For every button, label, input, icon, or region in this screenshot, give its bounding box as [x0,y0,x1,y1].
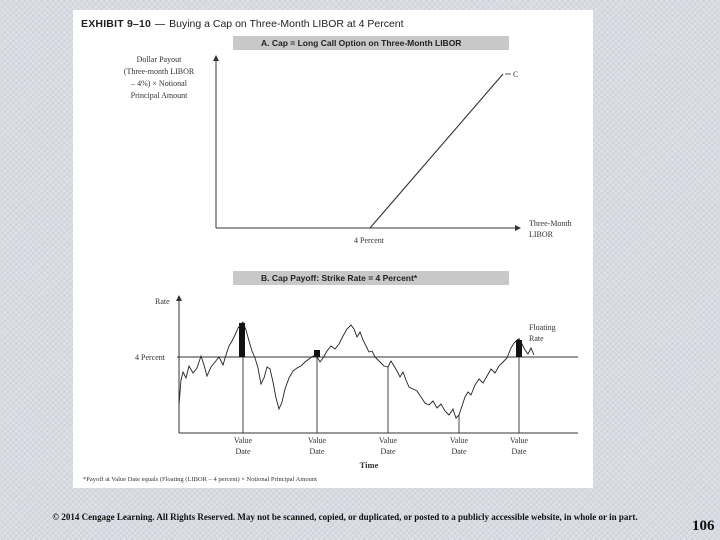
floating-rate-label-1: Floating [529,323,556,332]
panel-a [124,55,572,245]
value-date-label-2a: Value [307,436,327,445]
value-date-label-5b: Date [511,447,527,456]
value-date-label-4b: Date [451,447,467,456]
panel-a-y-label-4: Principal Amount [130,91,188,100]
panel-b [83,297,578,483]
diagram-canvas [73,10,593,488]
page-number: 106 [692,518,715,534]
exhibit-number: EXHIBIT 9–10 [81,18,152,30]
value-date-label-3b: Date [380,447,396,456]
panel-a-y-label-2: (Three-month LIBOR [123,67,195,76]
panel-a-header: A. Cap = Long Call Option on Three-Month LIBOR [233,36,509,50]
copyright-footer: © 2014 Cengage Learning. All Rights Reserved. May not be scanned, copied, or duplicated, or posted to a publicly accessible website, in whole or in part. [52,512,638,522]
panel-a-x-label-1: Three-Month [529,219,572,228]
panel-a-y-label-1: Dollar Payout [136,55,182,64]
value-date-label-4a: Value [449,436,469,445]
panel-a-y-label-3: – 4%) × Notional [131,79,187,88]
payoff-bar-2 [314,350,320,357]
value-date-label-5a: Value [509,436,529,445]
panel-b-y-label: Rate [155,297,170,306]
panel-a-x-label-2: LIBOR [529,230,553,239]
payoff-line-label: C [513,70,519,79]
panel-b-header: B. Cap Payoff: Strike Rate = 4 Percent* [233,271,509,285]
value-date-label-2b: Date [309,447,325,456]
value-date-label-3a: Value [378,436,398,445]
panel-b-footnote: *Payoff at Value Date equals (Floating (LIBOR – 4 percent) × Notional Principal Amount [83,476,317,483]
panel-b-x-label: Time [359,460,379,470]
value-date-label-1b: Date [235,447,251,456]
exhibit-sheet [73,10,593,488]
payoff-bar-1 [239,323,245,357]
panel-b-strike-label: 4 Percent [135,353,165,362]
floating-rate-line [179,322,534,418]
exhibit-title: Buying a Cap on Three-Month LIBOR at 4 Percent [169,18,404,30]
panel-a-strike-label: 4 Percent [354,236,384,245]
value-date-label-1a: Value [233,436,253,445]
cap-payoff-line [216,74,503,228]
floating-rate-label-2: Rate [529,334,544,343]
